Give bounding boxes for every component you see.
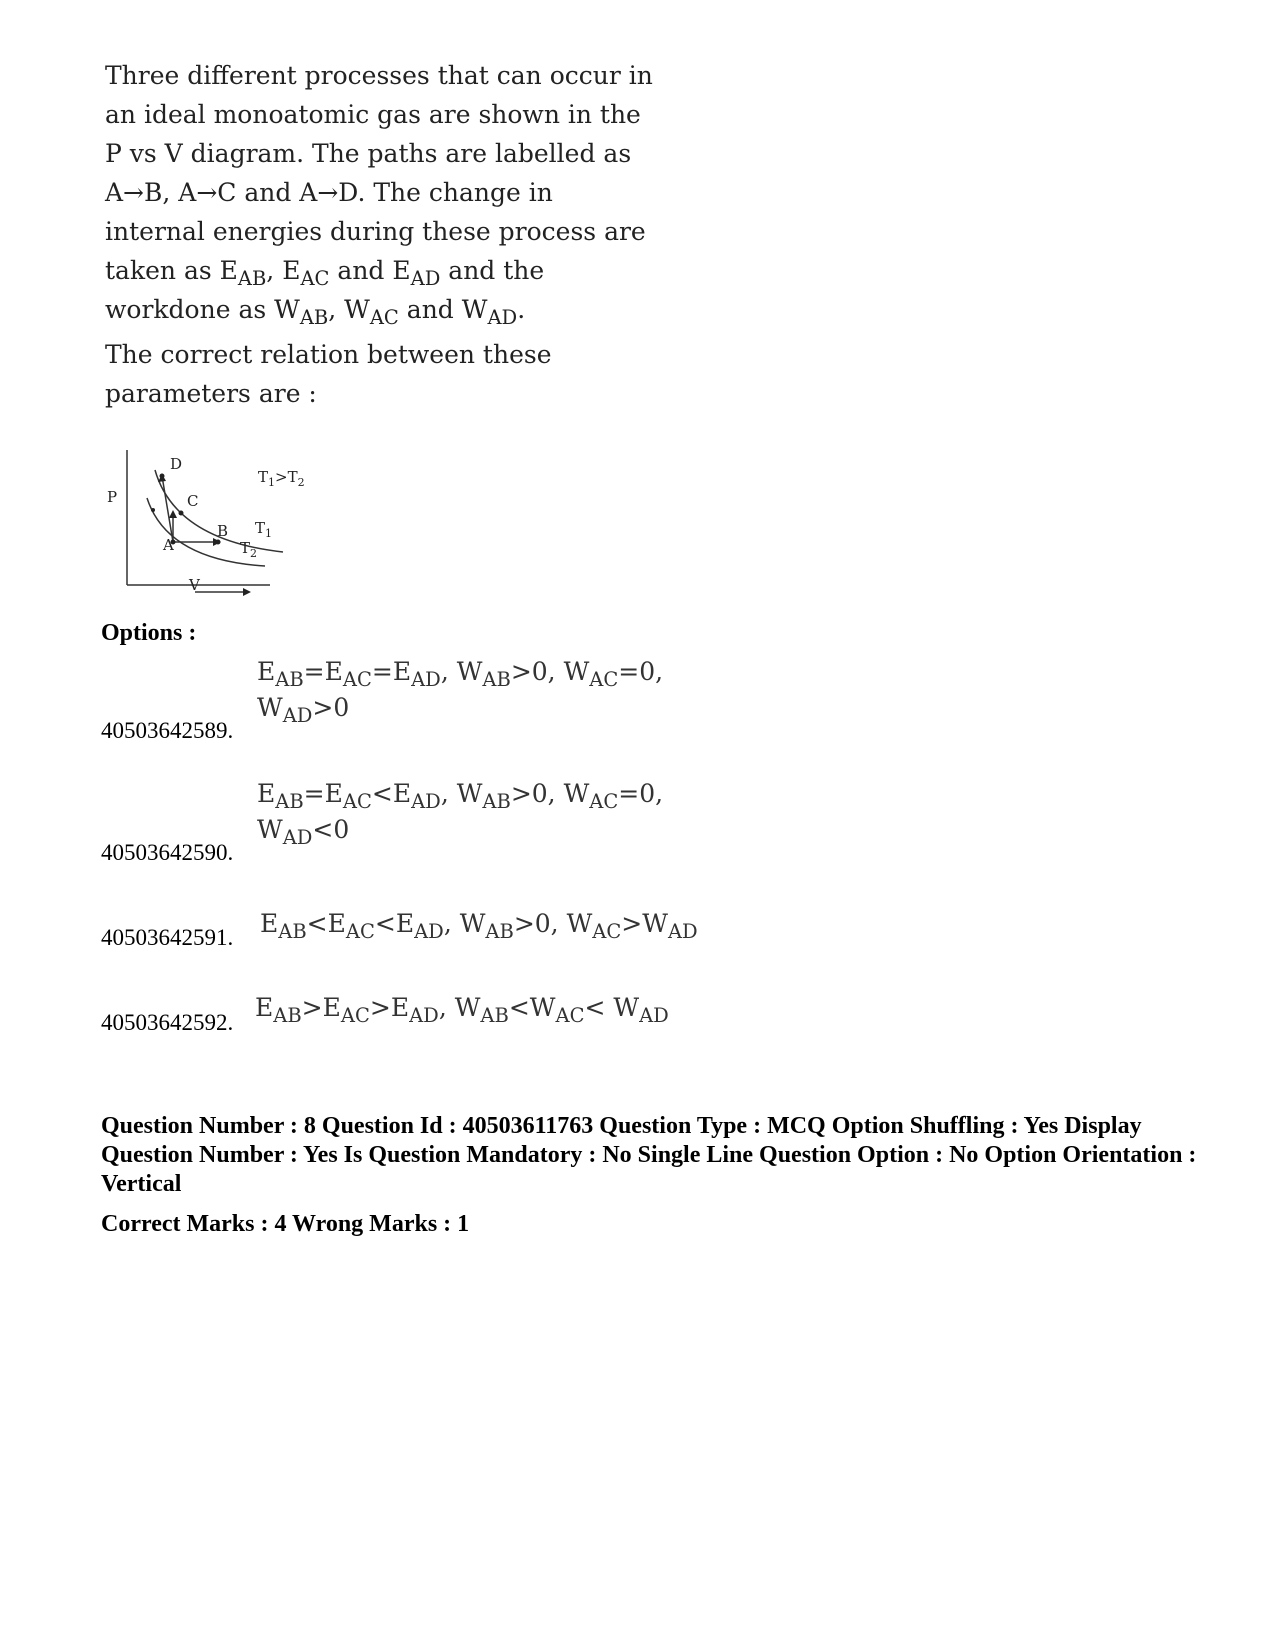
point-b-label: B	[217, 522, 229, 540]
text-fragment: >W	[621, 909, 668, 938]
t1-label	[255, 519, 272, 540]
text-fragment: , W	[440, 779, 483, 808]
option-1-id: 40503642589.	[101, 718, 234, 743]
p-axis-label: P	[107, 488, 118, 506]
text-fragment: and E	[329, 256, 411, 285]
v-axis-label: V	[189, 576, 200, 594]
text-fragment: <E	[306, 909, 346, 938]
text-fragment: , W	[328, 295, 370, 324]
question-line-text: A→B, A→C and A→D. The change in	[105, 178, 553, 207]
option-line	[257, 654, 663, 690]
question-line-text: internal energies during these process are	[105, 217, 646, 246]
subscript: AC	[342, 667, 372, 691]
question-line	[105, 56, 653, 95]
question-line	[105, 374, 605, 413]
rel-t2-sub: 2	[297, 476, 305, 489]
text-fragment: =0,	[618, 779, 664, 808]
subscript: AD	[282, 825, 313, 849]
subscript: AB	[237, 266, 267, 290]
question-line-text: P vs V diagram. The paths are labelled as	[105, 139, 632, 168]
subscript: AB	[485, 919, 514, 943]
text-fragment: >0, W	[510, 657, 590, 686]
point-d-label: D	[170, 455, 183, 473]
subscript: AC	[592, 919, 622, 943]
rel-t1-sub: 1	[268, 476, 276, 489]
question-metadata: Question Number : 8 Question Id : 40503611763 Question Type : MCQ Option Shuffling : Yes Display Question Number : Yes Is Question Mandatory : No Single Line Question Option : No Option Orientation : Vertical	[101, 1113, 1197, 1197]
rel-gt: >T	[275, 468, 298, 486]
arrow-ac-head	[169, 510, 177, 518]
text-fragment: E	[257, 779, 276, 808]
point-c-label: C	[187, 492, 199, 510]
subscript: AC	[340, 1003, 370, 1027]
question-line	[105, 335, 605, 374]
text-fragment: >0, W	[513, 909, 593, 938]
t2-label	[240, 539, 257, 560]
option-3-id: 40503642591.	[101, 925, 234, 950]
text-fragment: <W	[508, 993, 556, 1022]
question-line	[105, 95, 641, 134]
question-line-text: The correct relation between these	[105, 340, 552, 369]
option-line	[257, 812, 663, 848]
subscript: AD	[409, 1003, 439, 1027]
text-fragment: <0	[312, 815, 350, 844]
subscript: AC	[300, 266, 330, 290]
text-fragment: E	[257, 657, 276, 686]
text-fragment: , W	[438, 993, 481, 1022]
subscript: AC	[369, 305, 399, 329]
option-line	[260, 906, 698, 942]
question-text	[105, 56, 653, 413]
subscript: AB	[275, 667, 304, 691]
text-fragment: and the	[440, 256, 545, 285]
point-b-dot	[216, 540, 221, 545]
text-fragment: >E	[369, 993, 410, 1022]
subscript: AB	[480, 1003, 509, 1027]
text-fragment: >E	[301, 993, 341, 1022]
subscript: AB	[482, 667, 511, 691]
option-2-text	[257, 776, 663, 848]
subscript: AC	[589, 667, 619, 691]
option-line	[257, 776, 663, 812]
subscript: AB	[275, 789, 304, 813]
text-fragment: , E	[266, 256, 301, 285]
subscript: AC	[555, 1003, 585, 1027]
text-fragment: =E	[303, 657, 343, 686]
v-arrow-head	[243, 588, 251, 596]
subscript: AB	[482, 789, 511, 813]
options-label: Options :	[101, 620, 197, 646]
option-3-text	[260, 906, 698, 942]
text-fragment: >0	[312, 693, 350, 722]
subscript: AB	[273, 1003, 302, 1027]
option-line	[257, 690, 663, 726]
text-fragment: =E	[303, 779, 343, 808]
text-fragment: < W	[584, 993, 640, 1022]
subscript: AD	[667, 919, 698, 943]
rel-t1: T	[258, 468, 269, 486]
subscript: AC	[342, 789, 372, 813]
subscript: AD	[410, 266, 441, 290]
question-line	[105, 290, 605, 329]
subscript: AD	[487, 305, 518, 329]
point-d-dot	[160, 474, 165, 479]
text-fragment: =0,	[618, 657, 664, 686]
subscript: AB	[299, 305, 329, 329]
subscript: AD	[639, 1003, 669, 1027]
subscript: AB	[278, 919, 307, 943]
option-4-text	[255, 990, 669, 1026]
text-fragment: workdone as W	[105, 295, 300, 324]
text-fragment: <E	[374, 909, 415, 938]
point-c-dot	[179, 511, 184, 516]
pv-diagram	[105, 440, 345, 620]
question-line-text: Three different processes that can occur in	[105, 61, 653, 90]
option-2-id: 40503642590.	[101, 840, 234, 865]
text-fragment: <E	[371, 779, 412, 808]
point-t2-dot	[151, 508, 155, 512]
subscript: AC	[589, 789, 619, 813]
text-fragment: =E	[371, 657, 412, 686]
subscript: AD	[411, 667, 441, 691]
subscript: AD	[414, 919, 444, 943]
question-line-text: parameters are :	[105, 379, 317, 408]
option-4-id: 40503642592.	[101, 1010, 234, 1035]
t2-subscript: 2	[250, 547, 258, 560]
text-fragment: E	[255, 993, 274, 1022]
text-fragment: W	[257, 693, 283, 722]
option-line	[255, 990, 669, 1026]
text-fragment: E	[260, 909, 279, 938]
subscript: AD	[411, 789, 441, 813]
option-1-text	[257, 654, 663, 726]
question-line	[105, 134, 632, 173]
text-fragment: and W	[398, 295, 488, 324]
text-fragment: taken as E	[105, 256, 238, 285]
t2-letter: T	[240, 539, 251, 557]
subscript: AD	[282, 703, 313, 727]
temp-relation	[258, 468, 305, 489]
point-a-label: A	[163, 536, 174, 554]
text-fragment: .	[517, 295, 526, 324]
question-line	[105, 173, 605, 212]
text-fragment: , W	[443, 909, 486, 938]
text-fragment: W	[257, 815, 283, 844]
t1-letter: T	[255, 519, 266, 537]
text-fragment: >0, W	[510, 779, 590, 808]
question-line	[105, 251, 605, 290]
subscript: AC	[345, 919, 375, 943]
question-line	[105, 212, 646, 251]
marks-info: Correct Marks : 4 Wrong Marks : 1	[101, 1211, 470, 1237]
t1-subscript: 1	[265, 527, 273, 540]
question-line-text: an ideal monoatomic gas are shown in the	[105, 100, 641, 129]
text-fragment: , W	[440, 657, 483, 686]
